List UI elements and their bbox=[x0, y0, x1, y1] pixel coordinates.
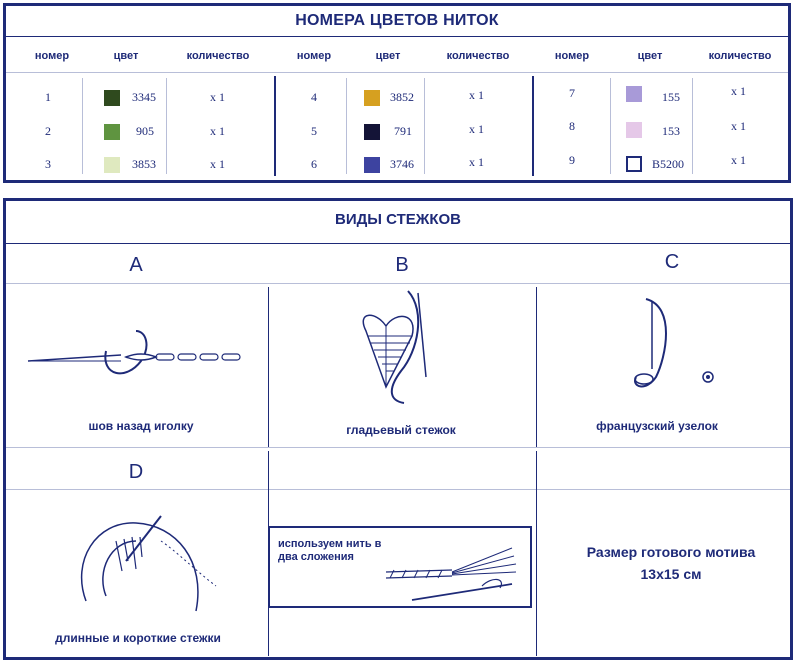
column-divider bbox=[692, 78, 693, 174]
caption-b: гладьевый стежок bbox=[346, 423, 456, 437]
color-swatch bbox=[104, 157, 120, 173]
quantity: x 1 bbox=[469, 88, 484, 102]
quantity: x 1 bbox=[731, 119, 746, 133]
color-code: 155 bbox=[662, 90, 680, 104]
header-number: номер bbox=[34, 50, 70, 62]
color-swatch bbox=[364, 157, 380, 173]
finished-size-text: Размер готового мотива 13x15 см bbox=[586, 544, 756, 582]
row-number: 1 bbox=[45, 90, 51, 104]
caption-c: французский узелок bbox=[596, 419, 718, 433]
column-divider bbox=[610, 78, 611, 174]
row-number: 3 bbox=[45, 157, 51, 171]
color-swatch bbox=[626, 86, 642, 102]
color-code: 3345 bbox=[132, 90, 156, 104]
cell-divider bbox=[536, 287, 537, 447]
quantity: x 1 bbox=[210, 124, 225, 138]
row-number: 4 bbox=[311, 90, 317, 104]
column-divider bbox=[346, 78, 347, 174]
header-divider bbox=[6, 72, 788, 73]
thread-colors-panel bbox=[3, 3, 791, 183]
quantity: x 1 bbox=[469, 155, 484, 169]
quantity: x 1 bbox=[731, 84, 746, 98]
stitch-letter-a: A bbox=[129, 254, 143, 276]
color-code: 153 bbox=[662, 124, 680, 138]
thread-note-box bbox=[268, 526, 532, 608]
column-divider bbox=[424, 78, 425, 174]
note-text: используем нить в два сложения bbox=[278, 538, 382, 563]
caption-a: шов назад иголку bbox=[88, 419, 194, 433]
quantity: x 1 bbox=[469, 122, 484, 136]
backstitch-illustration bbox=[26, 331, 256, 391]
quantity: x 1 bbox=[731, 153, 746, 167]
header-quantity: количество bbox=[446, 50, 510, 62]
header-number: номер bbox=[296, 50, 332, 62]
color-code: 905 bbox=[136, 124, 154, 138]
color-swatch bbox=[104, 90, 120, 106]
stitch-types-panel bbox=[3, 198, 793, 660]
color-swatch bbox=[364, 90, 380, 106]
header-color: цвет bbox=[637, 50, 663, 62]
letter-row-divider bbox=[6, 283, 790, 284]
stitch-types-title: ВИДЫ СТЕЖКОВ bbox=[335, 211, 461, 228]
color-code: B5200 bbox=[652, 157, 685, 171]
satin-stitch-illustration bbox=[346, 291, 446, 411]
row-divider bbox=[6, 447, 790, 448]
quantity: x 1 bbox=[210, 90, 225, 104]
group-divider bbox=[532, 76, 534, 176]
color-swatch bbox=[364, 124, 380, 140]
row-number: 5 bbox=[311, 124, 317, 138]
header-quantity: количество bbox=[708, 50, 772, 62]
color-swatch bbox=[626, 122, 642, 138]
stitch-letter-d: D bbox=[128, 461, 144, 483]
color-swatch bbox=[626, 156, 642, 172]
row-number: 2 bbox=[45, 124, 51, 138]
header-number: номер bbox=[554, 50, 590, 62]
cell-divider bbox=[536, 451, 537, 656]
row-number: 8 bbox=[569, 119, 575, 133]
double-thread-illustration bbox=[382, 542, 522, 602]
column-divider bbox=[166, 78, 167, 174]
title-divider bbox=[6, 36, 788, 37]
row-number: 7 bbox=[569, 86, 575, 100]
header-color: цвет bbox=[113, 50, 139, 62]
caption-d: длинные и короткие стежки bbox=[55, 631, 221, 645]
color-code: 3852 bbox=[390, 90, 414, 104]
color-code: 791 bbox=[394, 124, 412, 138]
cell-divider bbox=[268, 287, 269, 447]
group-divider bbox=[274, 76, 276, 176]
thread-colors-title: НОМЕРА ЦВЕТОВ НИТОК bbox=[295, 12, 499, 29]
stitch-letter-c: C bbox=[664, 251, 680, 273]
stitch-letter-b: B bbox=[395, 254, 409, 276]
title-divider bbox=[6, 243, 790, 244]
color-swatch bbox=[104, 124, 120, 140]
row-number: 9 bbox=[569, 153, 575, 167]
french-knot-illustration bbox=[626, 297, 726, 397]
row-divider bbox=[6, 489, 790, 490]
quantity: x 1 bbox=[210, 157, 225, 171]
color-code: 3746 bbox=[390, 157, 414, 171]
row-number: 6 bbox=[311, 157, 317, 171]
color-code: 3853 bbox=[132, 157, 156, 171]
header-color: цвет bbox=[375, 50, 401, 62]
header-quantity: количество bbox=[186, 50, 250, 62]
long-short-stitch-illustration bbox=[66, 501, 246, 621]
column-divider bbox=[82, 78, 83, 174]
